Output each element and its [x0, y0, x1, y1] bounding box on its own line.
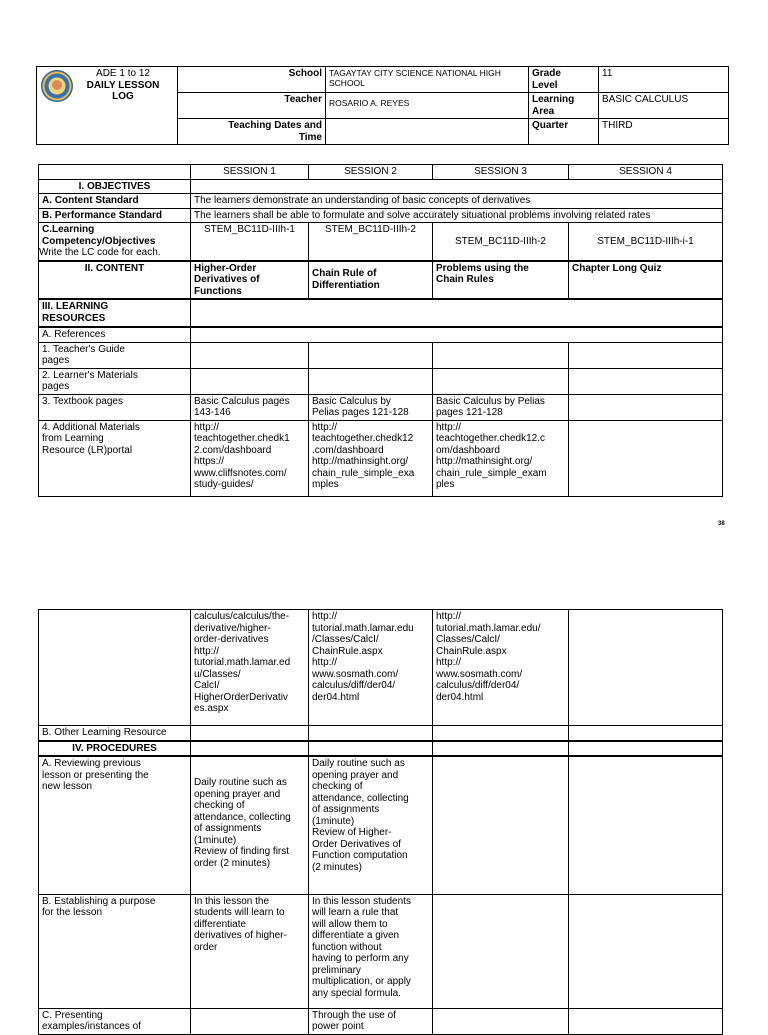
procedure-c-label: C. Presenting examples/instances of	[39, 1008, 191, 1034]
other-s2	[309, 726, 433, 741]
school-value: TAGAYTAY CITY SCIENCE NATIONAL HIGH SCHOOL	[326, 67, 529, 93]
performance-standard-value: The learners shall be able to formulate and solve accurately situational problems involving related rates	[191, 208, 723, 223]
other-s4	[569, 726, 723, 741]
procedure-c-s4	[569, 1008, 723, 1034]
session-1-header: SESSION 1	[191, 165, 309, 180]
page-number: 38	[718, 521, 725, 527]
lesson-table-page-1	[38, 164, 723, 497]
grade-label: Grade Level	[529, 67, 599, 93]
learning-resources-blank	[191, 299, 723, 327]
continued-label-blank	[39, 610, 191, 726]
objectives-blank	[191, 179, 723, 194]
competency-code-1: STEM_BC11D-IIIh-1	[191, 223, 309, 261]
competency-cell	[39, 223, 191, 261]
log-title-line-3: LOG	[112, 91, 134, 102]
textbook-pages-label: 3. Textbook pages	[39, 394, 191, 420]
additional-s4	[569, 420, 723, 496]
procedure-c-s2: Through the use of power point	[309, 1008, 433, 1034]
other-s3	[433, 726, 569, 741]
school-label: School	[178, 67, 326, 93]
content-topic-3: Problems using the Chain Rules	[433, 261, 569, 300]
teaching-dates-value	[326, 119, 529, 145]
additional-s3: http:// teachtogether.chedk12.c om/dashboard http://mathinsight.org/ chain_rule_simple_exam ples	[433, 420, 569, 496]
procedure-c-s1	[191, 1008, 309, 1034]
procedure-a-s1: Daily routine such as opening prayer and checking of attendance, collecting of assignments (1minute) Review of finding first order (2 minutes)	[191, 756, 309, 894]
proc-s2	[309, 741, 433, 757]
teacher-value: ROSARIO A. REYES	[326, 93, 529, 119]
textbook-s2: Basic Calculus by Pelias pages 121-128	[309, 394, 433, 420]
log-title-line-2: DAILY LESSON	[86, 79, 160, 91]
references-label: A. References	[39, 327, 191, 342]
proc-s3	[433, 741, 569, 757]
tg-s3	[433, 342, 569, 368]
procedure-a-s4	[569, 756, 723, 894]
procedure-b-s3	[433, 894, 569, 1008]
learning-area-value: BASIC CALCULUS	[599, 93, 729, 119]
competency-code-4: STEM_BC11D-IIIh-i-1	[569, 223, 723, 261]
continued-s3: http:// tutorial.math.lamar.edu/ Classes/CalcI/ ChainRule.aspx http:// www.sosmath.com/ calculus/diff/der04/ der04.html	[433, 610, 569, 726]
procedure-b-s2: In this lesson students will learn a rule that will allow them to differentiate a given function without having to perform any preliminary multiplication, or apply any special formula.	[309, 894, 433, 1008]
title-cell	[37, 67, 178, 145]
session-3-header: SESSION 3	[433, 165, 569, 180]
competency-note: Write the LC code for each.	[39, 247, 161, 258]
lesson-table-page-2	[38, 609, 723, 1035]
teacher-label: Teacher	[178, 93, 326, 119]
tg-s1	[191, 342, 309, 368]
lm-s2	[309, 368, 433, 394]
quarter-label: Quarter	[529, 119, 599, 145]
lm-s4	[569, 368, 723, 394]
procedure-a-s2: Daily routine such as opening prayer and checking of attendance, collecting of assignments (1minute) Review of Higher- Order Derivatives of Function computation (2 minutes)	[309, 756, 433, 894]
log-title-line-1: ADE 1 to 12	[96, 68, 150, 79]
competency-code-2: STEM_BC11D-IIIh-2	[309, 223, 433, 261]
tg-s2	[309, 342, 433, 368]
additional-s1: http:// teachtogether.chedk1 2.com/dashboard https:// www.cliffsnotes.com/ study-guides/	[191, 420, 309, 496]
other-resources-label: B. Other Learning Resource	[39, 726, 191, 741]
proc-s4	[569, 741, 723, 757]
tg-s4	[569, 342, 723, 368]
content-topic-4: Chapter Long Quiz	[569, 261, 723, 300]
learners-materials-label: 2. Learner's Materials pages	[39, 368, 191, 394]
procedure-a-label: A. Reviewing previous lesson or presenting the new lesson	[39, 756, 191, 894]
content-heading: II. CONTENT	[39, 261, 191, 300]
grade-value: 11	[599, 67, 729, 93]
textbook-s1: Basic Calculus pages 143-146	[191, 394, 309, 420]
procedure-c-s3	[433, 1008, 569, 1034]
lm-s1	[191, 368, 309, 394]
proc-s1	[191, 741, 309, 757]
competency-code-3: STEM_BC11D-IIIh-2	[433, 223, 569, 261]
content-topic-1: Higher-Order Derivatives of Functions	[191, 261, 309, 300]
textbook-s3: Basic Calculus by Pelias pages 121-128	[433, 394, 569, 420]
session-2-header: SESSION 2	[309, 165, 433, 180]
procedure-b-s4	[569, 894, 723, 1008]
content-topic-2: Chain Rule of Differentiation	[309, 261, 433, 300]
teaching-dates-label: Teaching Dates and Time	[178, 119, 326, 145]
quarter-value: THIRD	[599, 119, 729, 145]
additional-materials-label: 4. Additional Materials from Learning Resource (LR)portal	[39, 420, 191, 496]
session-4-header: SESSION 4	[569, 165, 723, 180]
performance-standard-label: B. Performance Standard	[39, 208, 191, 223]
continued-s1: calculus/calculus/the- derivative/higher- order-derivatives http:// tutorial.math.lamar.ed u/Classes/ CalcI/ HigherOrderDerivativ es.aspx	[191, 610, 309, 726]
competency-label: C.Learning Competency/Objectives	[42, 224, 156, 247]
continued-s4	[569, 610, 723, 726]
content-standard-value: The learners demonstrate an understanding of basic concepts of derivatives	[191, 194, 723, 209]
other-s1	[191, 726, 309, 741]
deped-seal-logo	[41, 70, 73, 102]
objectives-heading: I. OBJECTIVES	[39, 179, 191, 194]
learning-resources-heading: III. LEARNING RESOURCES	[39, 299, 191, 327]
textbook-s4	[569, 394, 723, 420]
references-blank	[191, 327, 723, 342]
header-table	[36, 66, 729, 145]
lm-s3	[433, 368, 569, 394]
continued-s2: http:// tutorial.math.lamar.edu /Classes/CalcI/ ChainRule.aspx http:// www.sosmath.com/ calculus/diff/der04/ der04.html	[309, 610, 433, 726]
content-standard-label: A. Content Standard	[39, 194, 191, 209]
additional-s2: http:// teachtogether.chedk12 .com/dashboard http://mathinsight.org/ chain_rule_simple_exa mples	[309, 420, 433, 496]
teachers-guide-label: 1. Teacher's Guide pages	[39, 342, 191, 368]
procedure-b-s1: In this lesson the students will learn to differentiate derivatives of higher- order	[191, 894, 309, 1008]
procedure-a-s3	[433, 756, 569, 894]
procedures-heading: IV. PROCEDURES	[39, 741, 191, 757]
procedure-b-label: B. Establishing a purpose for the lesson	[39, 894, 191, 1008]
blank-header-cell	[39, 165, 191, 180]
learning-area-label: Learning Area	[529, 93, 599, 119]
